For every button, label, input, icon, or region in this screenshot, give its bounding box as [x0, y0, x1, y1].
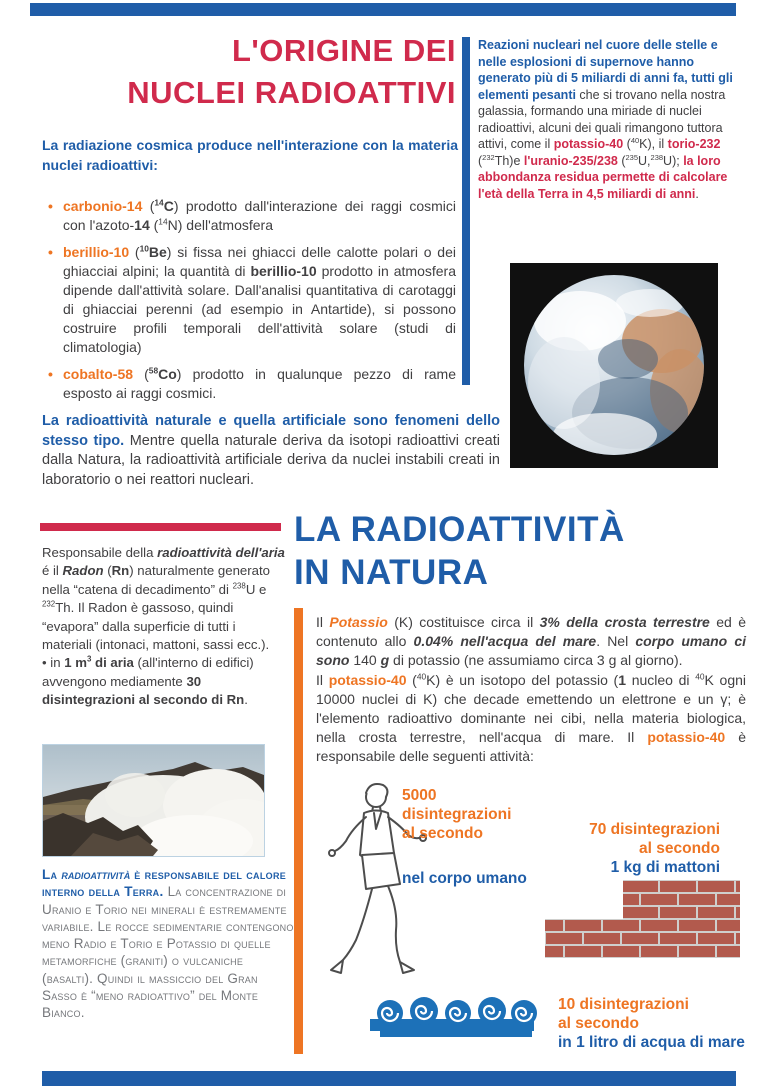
earth-photo	[510, 263, 718, 468]
body-activity-value	[402, 786, 552, 843]
body-activity-unit1: disintegrazioni	[402, 806, 512, 823]
section1-title	[40, 30, 456, 114]
section2-red-rule	[40, 523, 281, 531]
bricks-activity-value	[540, 820, 720, 877]
bullet-item-carbonio	[42, 197, 456, 235]
bullet-text-cobalto: cobalto-58 ($^{58}$Co) prodotto in qualunque pezzo di rame esposto ai raggi cosmici.	[63, 365, 456, 401]
bricks-activity-line2: al secondo	[639, 840, 720, 857]
section2-accent-bar	[294, 608, 303, 1054]
water-activity-line1: 10 disintegrazioni	[558, 996, 689, 1013]
body-activity-unit2: al secondo	[402, 825, 483, 842]
body-activity-caption: nel corpo umano	[402, 870, 527, 887]
isotope-bullet-list	[42, 197, 456, 411]
section2-title	[294, 508, 734, 594]
bullet-item-berillio	[42, 243, 456, 357]
bullet-marker: •	[48, 244, 53, 260]
bullet-text-carbonio: carbonio-14 ($^{14}$C) prodotto dall'interazione dei raggi cosmici con l'azoto-14 ($^{14}$N) dell'atmosfera	[63, 197, 457, 233]
radon-paragraph: Responsabile della radioattività dell'aria é il Radon (Rn) naturalmente generato nella “catena di decadimento” di $^{238}$U e $^{232}$Th. Il Radon è gassoso, quindi “evapora” dalla superficie di tutti i materiali (intonaci, mattoni, sassi ecc.). • in 1 $m^3$ di aria (all'interno di edifici) avvengono mediamente 30 disintegrazioni al secondo di Rn.	[42, 545, 285, 708]
sea-waves-illustration	[368, 993, 546, 1041]
bullet-text-berillio: berillio-10 ($^{10}$Be) si fissa nei ghiacci delle calotte polari o dei ghiacciai alpini; la quantità di berillio-10 prodotto in atmosfera dipende dall'attività solare. Dall'analisi quantitativa di carotaggi di ghiacciai perenni (ad esempio in Antartide), si possono costruire profili temporali dell'attività solare (studi di climatologia)	[63, 243, 456, 355]
water-activity-value	[558, 995, 753, 1052]
section1-title-line2: NUCLEI RADIOATTIVI	[127, 75, 456, 110]
natural-artificial-paragraph: La radioattività naturale e quella artificiale sono fenomeni dello stesso tipo. Mentre quella naturale deriva da isotopi radioattivi creati dalla Natura, la radioattività artificiale deriva da nuclei instabili creati in laboratorio o nei reattori nucleari.	[42, 413, 500, 488]
bricks-activity-line1: 70 disintegrazioni	[589, 821, 720, 838]
section2-title-line2: IN NATURA	[294, 553, 489, 592]
fumarole-photo	[42, 744, 265, 857]
bullet-marker: •	[48, 366, 53, 382]
brick-wall-illustration	[545, 880, 741, 958]
bottom-border-bar	[42, 1071, 736, 1086]
column-divider-bar	[462, 37, 470, 385]
section1-title-line1: L'ORIGINE DEI	[232, 33, 456, 68]
bricks-activity-caption: 1 kg di mattoni	[610, 859, 720, 876]
stellar-origin-paragraph: Reazioni nucleari nel cuore delle stelle e nelle esplosioni di supernove hanno generato più di 5 miliardi di anni fa, tutti gli elementi pesanti che si trovano nella nostra galassia, formando una miriade di nuclei radioattivi, alcuni dei quali rimangono tuttora attivi, come il potassio-40 ($^{40}$K), il torio-232 ($^{232}$Th)e l'uranio-235/238 ($^{235}$U,$^{238}$U); la loro abbondanza residua permette di calcolare l'età della Terra in 4,5 miliardi di anni.	[478, 38, 733, 201]
bullet-item-cobalto	[42, 365, 456, 403]
cosmic-intro-paragraph: La radiazione cosmica produce nell'interazione con la materia nuclei radioattivi:	[42, 137, 458, 173]
body-activity-count: 5000	[402, 787, 437, 804]
earth-heat-paragraph: La radioattività è responsabile del calore interno della Terra. La concentrazione di Uranio e Torio nei minerali è estremamente variabile. Le rocce sedimentarie contengono meno Radio e Torio e Potassio di quelle metamorfiche (graniti) o vulcaniche (basalti). Quindi il massiccio del Gran Sasso è “meno radioattivo” del Monte Bianco.	[42, 867, 294, 1021]
water-activity-line2: al secondo	[558, 1015, 639, 1032]
bullet-marker: •	[48, 198, 53, 214]
top-border-bar	[30, 3, 736, 16]
water-activity-caption: in 1 litro di acqua di mare	[558, 1034, 745, 1051]
potassium-paragraph: Il Potassio (K) costituisce circa il 3% della crosta terrestre ed è contenuto allo 0.04% nell'acqua del mare. Nel corpo umano ci sono 140 g di potassio (ne assumiamo circa 3 g al giorno). Il potassio-40 ($^{40}$K) è un isotopo del potassio (1 nucleo di $^{40}$K ogni 10000 nuclei di K) che decade emettendo un elettrone e un γ; è l'elemento radioattivo dominante nei cibi, nella materia biologica, nella crosta terrestre, nell'acqua di mare. Il potassio-40 è responsabile delle seguenti attività:	[316, 614, 747, 765]
section2-title-line1: LA RADIOATTIVITÀ	[294, 510, 625, 549]
